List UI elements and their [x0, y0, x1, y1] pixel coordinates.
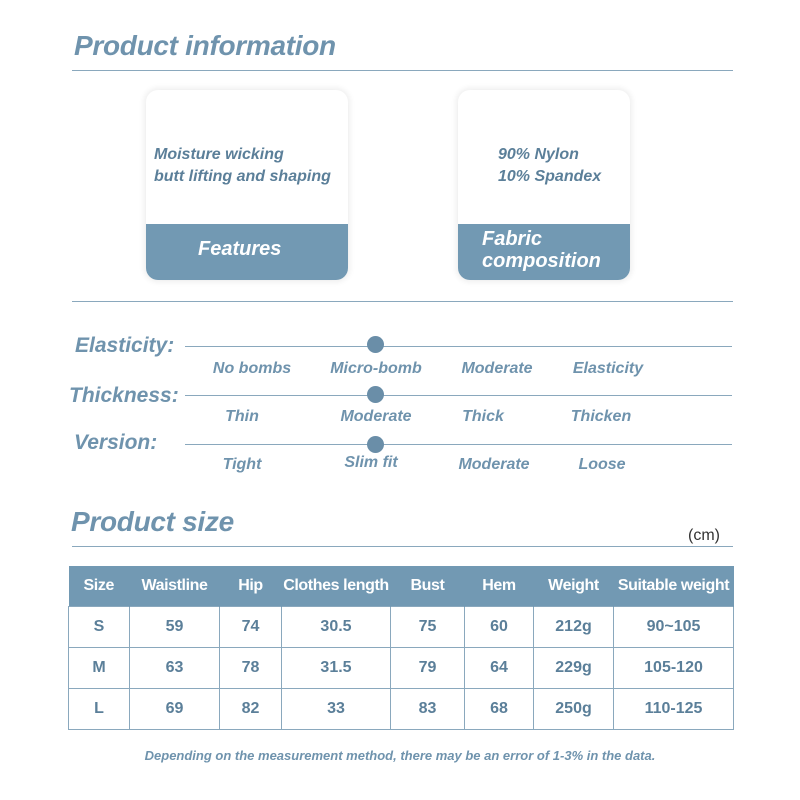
table-cell: 63 — [130, 648, 220, 689]
section-divider — [72, 301, 733, 302]
scale-option: Elasticity — [572, 360, 644, 377]
table-row — [69, 607, 734, 648]
table-cell: 78 — [220, 648, 282, 689]
table-cell: L — [69, 689, 130, 730]
product-size-title: Product size — [71, 506, 234, 537]
size-divider — [72, 546, 733, 547]
thickness-label: Thickness: — [69, 384, 179, 407]
scale-option: Thick — [462, 408, 504, 425]
features-label: Features — [198, 238, 282, 260]
table-cell: 60 — [465, 607, 534, 648]
table-cell: 64 — [465, 648, 534, 689]
table-header-cell: Hip — [220, 566, 282, 607]
table-header-cell: Waistline — [130, 566, 220, 607]
table-cell: 30.5 — [282, 607, 391, 648]
version-track — [185, 444, 732, 445]
scale-option: Thin — [225, 408, 259, 425]
elasticity-indicator — [367, 336, 384, 353]
thickness-indicator — [367, 386, 384, 403]
features-description — [154, 144, 331, 188]
table-cell: 31.5 — [282, 648, 391, 689]
size-table — [68, 566, 734, 730]
scale-option: Thicken — [570, 408, 632, 425]
table-cell: 83 — [391, 689, 465, 730]
thickness-track — [185, 395, 732, 396]
version-label: Version: — [74, 431, 158, 454]
table-cell: 74 — [220, 607, 282, 648]
table-cell: 69 — [130, 689, 220, 730]
table-cell: 59 — [130, 607, 220, 648]
table-cell: 79 — [391, 648, 465, 689]
fabric-line: 10% Spandex — [498, 168, 602, 185]
scale-option: Moderate — [458, 456, 530, 473]
version-indicator — [367, 436, 384, 453]
table-cell: 68 — [465, 689, 534, 730]
table-cell: 229g — [534, 648, 614, 689]
table-header-row — [69, 566, 734, 607]
product-information-title: Product information — [74, 30, 336, 61]
table-header-cell: Hem — [465, 566, 534, 607]
table-cell: 82 — [220, 689, 282, 730]
scale-option: Moderate — [340, 408, 412, 425]
measurement-footnote: Depending on the measurement method, there may be an error of 1-3% in the data. — [144, 748, 656, 763]
scale-option: Moderate — [461, 360, 533, 377]
table-row — [69, 648, 734, 689]
features-card — [146, 90, 348, 280]
table-cell: 33 — [282, 689, 391, 730]
fabric-label-line: Fabric — [482, 228, 543, 250]
table-cell: 75 — [391, 607, 465, 648]
unit-label: (cm) — [688, 527, 720, 544]
fabric-line: 90% Nylon — [498, 146, 579, 163]
elasticity-label: Elasticity: — [75, 334, 175, 357]
table-cell: 250g — [534, 689, 614, 730]
table-header-cell: Clothes length — [282, 566, 391, 607]
table-cell: 105-120 — [614, 648, 734, 689]
table-header-cell: Bust — [391, 566, 465, 607]
fabric-label-band — [458, 224, 630, 280]
fabric-label-line: composition — [482, 250, 601, 272]
table-row — [69, 689, 734, 730]
table-header-cell: Weight — [534, 566, 614, 607]
features-line: butt lifting and shaping — [154, 168, 331, 185]
table-cell: M — [69, 648, 130, 689]
scale-option: Slim fit — [344, 454, 398, 471]
table-header-cell: Size — [69, 566, 130, 607]
features-label-band — [146, 224, 348, 280]
title-divider — [72, 70, 733, 71]
table-cell: 212g — [534, 607, 614, 648]
table-cell: 110-125 — [614, 689, 734, 730]
fabric-card — [458, 90, 630, 280]
table-cell: 90~105 — [614, 607, 734, 648]
table-header-cell: Suitable weight — [614, 566, 734, 607]
scale-option: No bombs — [212, 360, 292, 377]
scale-option: Micro-bomb — [330, 360, 422, 377]
scale-option: Loose — [578, 456, 626, 473]
table-cell: S — [69, 607, 130, 648]
elasticity-track — [185, 346, 732, 347]
features-line: Moisture wicking — [154, 146, 284, 163]
fabric-description — [498, 144, 601, 188]
scale-option: Tight — [222, 456, 262, 473]
